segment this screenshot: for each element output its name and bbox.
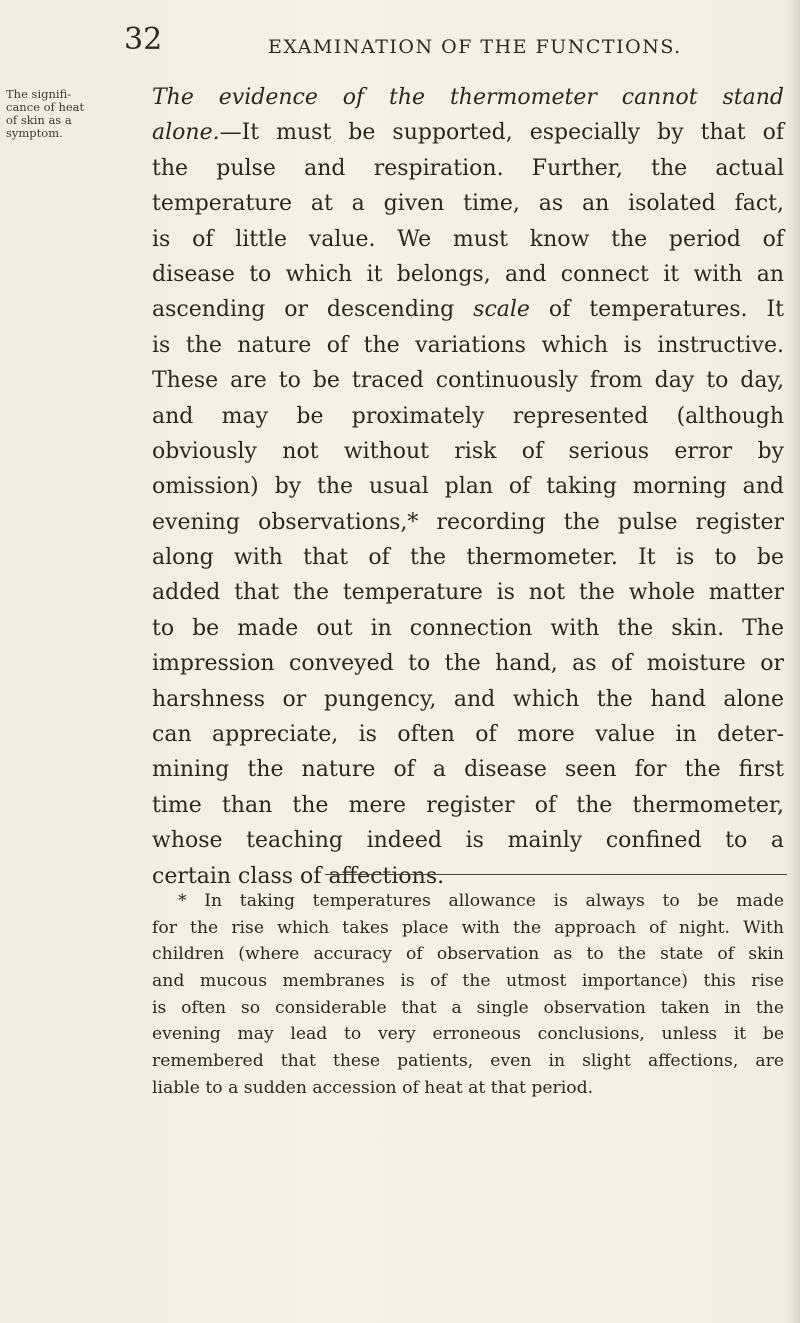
running-head: EXAMINATION OF THE FUNCTIONS. [268,36,682,58]
body-line: is the nature of the variations which is instructive. [152,332,784,358]
body-line: and may be proximately represented (although [152,403,784,429]
body-line: impression conveyed to the hand, as of moisture or [152,651,784,677]
margin-note-line: The signifi- [6,87,72,101]
body-line: to be made out in connection with the skin. The [152,615,784,641]
body-paragraph [152,80,784,894]
footnote-line: evening may lead to very erroneous conclusions, unless it be [152,1024,784,1045]
footnote-line: remembered that these patients, even in slight affections, are [152,1051,784,1072]
italic-word: alone. [152,120,220,146]
margin-note-line: of skin as a [6,113,72,127]
body-line: added that the temperature is not the whole matter [152,580,784,606]
page-header [0,18,800,68]
body-line: omission) by the usual plan of taking morning and [152,474,784,500]
page-number: 32 [124,22,163,57]
margin-note [6,88,98,140]
body-line: can appreciate, is often of more value in deter- [152,722,784,748]
footnote-divider [325,874,787,875]
body-line: whose teaching indeed is mainly confined to a [152,828,784,854]
body-text-span: of temperatures. It [529,297,784,323]
body-line [152,292,784,327]
margin-note-line: symptom. [6,126,63,140]
page-edge-shadow [784,0,800,1323]
footnote-line: for the rise which takes place with the approach of night. With [152,917,784,938]
body-text-span: ascending or descending [152,297,474,323]
italic-word: scale [473,297,530,323]
footnote-line: liable to a sudden accession of heat at that period. [152,1077,594,1098]
body-line: harshness or pungency, and which the hand alone [152,686,784,712]
footnote-line: and mucous membranes is of the utmost importance) this rise [152,971,784,992]
footnote-line: is often so considerable that a single observation taken in the [152,997,784,1018]
body-line: temperature at a given time, as an isolated fact, [152,191,784,217]
body-text-span: —It must be supported, especially by that of [219,120,784,146]
footnote-line: * In taking temperatures allowance is always to be made [178,891,784,911]
body-line: mining the nature of a disease seen for the first [152,757,784,783]
body-line [152,115,784,150]
body-line: evening observations,* recording the pulse register [152,509,784,535]
body-line: is of little value. We must know the period of [152,226,784,252]
body-line: along with that of the thermometer. It is to be [152,545,784,571]
body-line: time than the mere register of the thermometer, [152,792,784,818]
body-line-italic-heading: The evidence of the thermometer cannot stand [152,85,784,110]
footnote [152,888,784,1102]
footnote-line: children (where accuracy of observation as to the state of skin [152,944,784,965]
body-line: the pulse and respiration. Further, the actual [152,155,784,181]
body-line: certain class of affections. [152,863,445,889]
body-line: obviously not without risk of serious error by [152,438,784,464]
body-line: These are to be traced continuously from day to day, [152,368,784,394]
margin-note-line: cance of heat [6,100,85,114]
body-line: disease to which it belongs, and connect it with an [152,261,784,287]
